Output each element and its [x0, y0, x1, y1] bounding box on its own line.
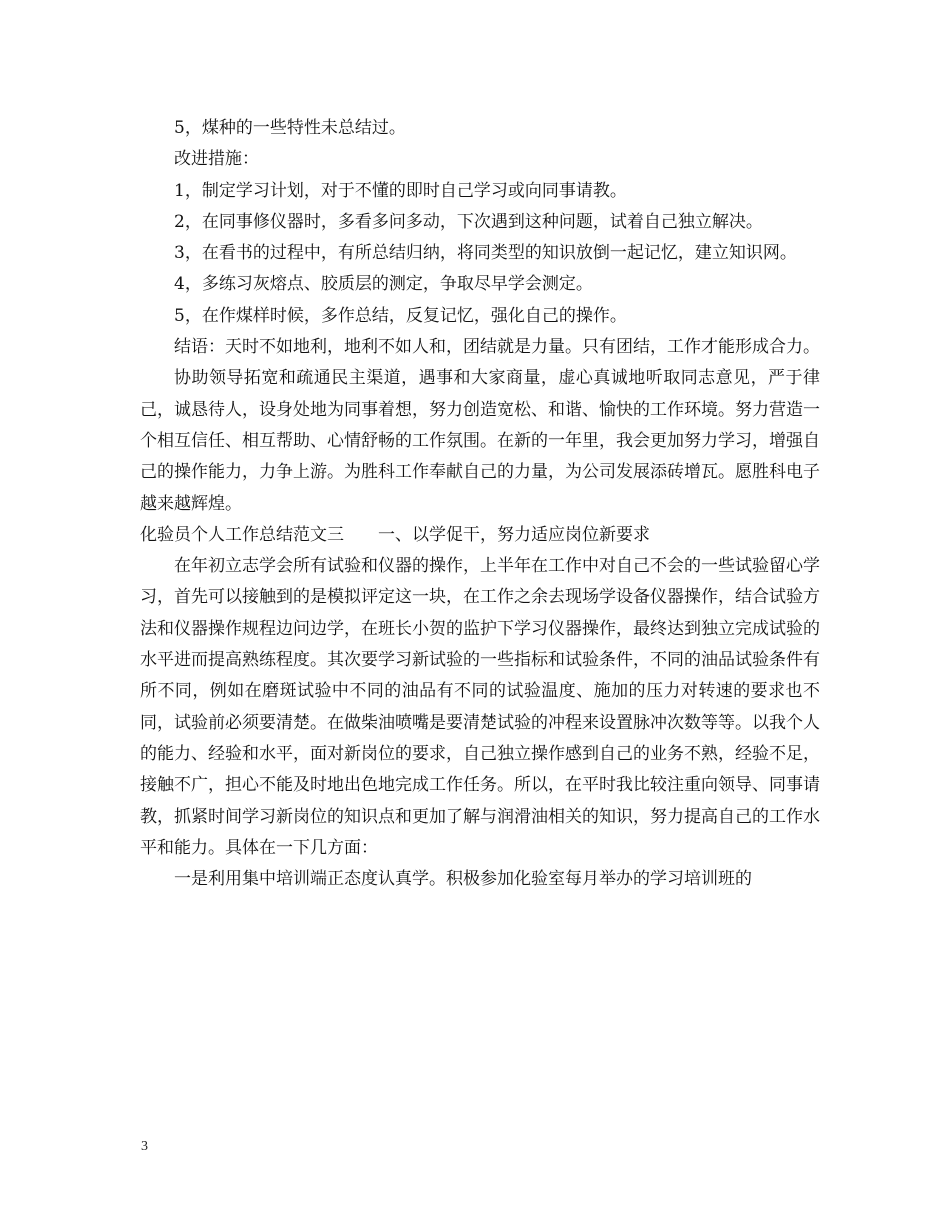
- paragraph-item-5-coal-properties: 5，煤种的一些特性未总结过。: [174, 118, 406, 138]
- page-number: 3: [141, 1139, 148, 1154]
- paragraph-measure-5: 5，在作煤样时候，多作总结，反复记忆，强化自己的操作。: [174, 305, 627, 326]
- section-heading: 化验员个人工作总结范文三 一、以学促干，努力适应岗位新要求: [140, 524, 650, 545]
- paragraph-measure-2: 2，在同事修仪器时，多看多问多动，下次遇到这种问题，试着自己独立解决。: [174, 211, 763, 232]
- paragraph-improvement-heading: 改进措施：: [174, 149, 259, 170]
- paragraph-measure-1: 1，制定学习计划，对于不懂的即时自己学习或向同事请教。: [174, 180, 627, 201]
- paragraph-learning-details: 在年初立志学会所有试验和仪器的操作，上半年在工作中对自己不会的一些试验留心学习，首先可以接触到的是模拟评定这一块，在工作之余去现场学设备仪器操作，结合试验方法和仪器操作规程边问边学，在班长小贺的监护下学习仪器操作，最终达到独立完成试验的水平进而提高熟练程度。其次要学习新试验的一些指标和试验条件，不同的油品试验条件有所不同，例如在磨斑试验中不同的油品有不同的试验温度、施加的压力对转速的要求也不同，试验前必须要清楚。在做柴油喷嘴是要清楚试验的冲程来设置脉冲次数等等。以我个人的能力、经验和水平，面对新岗位的要求，自己独立操作感到自己的业务不熟，经验不足，接触不广，担心不能及时地出色地完成工作任务。所以，在平时我比较注重向领导、同事请教，抓紧时间学习新岗位的知识点和更加了解与润滑油相关的知识，努力提高自己的工作水平和能力。具体在一下几方面：: [140, 556, 820, 858]
- paragraph-team-cooperation: 协助领导拓宽和疏通民主渠道，遇事和大家商量，虚心真诚地听取同志意见，严于律己，诚恳待人，设身处地为同事着想，努力创造宽松、和谐、愉快的工作环境。努力营造一个相互信任、相互帮助、心情舒畅的工作氛围。在新的一年里，我会更加努力学习，增强自己的操作能力，力争上游。为胜科工作奉献自己的力量，为公司发展添砖增瓦。愿胜科电子越来越辉煌。: [140, 368, 820, 514]
- body-text: [140, 113, 820, 895]
- paragraph-measure-4: 4，多练习灰熔点、胶质层的测定，争取尽早学会测定。: [174, 274, 593, 295]
- paragraph-conclusion: 结语：天时不如地利，地利不如人和，团结就是力量。只有团结，工作才能形成合力。: [174, 337, 820, 358]
- paragraph-training: 一是利用集中培训端正态度认真学。积极参加化验室每月举办的学习培训班的: [174, 869, 752, 890]
- paragraph-measure-3: 3，在看书的过程中，有所总结归纳，将同类型的知识放倒一起记忆，建立知识网。: [174, 243, 797, 264]
